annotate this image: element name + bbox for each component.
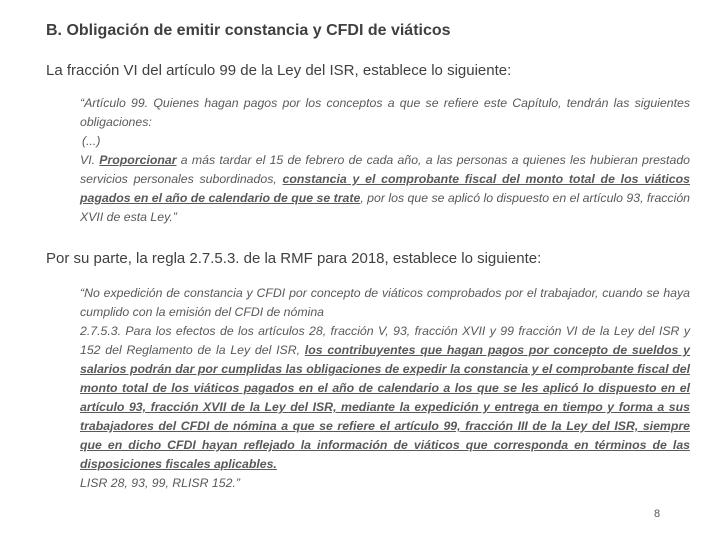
fraction-verb: Proporcionar [99, 153, 177, 167]
rule-intro-text: Por su parte, la regla 2.7.5.3. de la RMF para 2018, establece lo siguiente: [46, 250, 542, 267]
section-heading: B. Obligación de emitir constancia y CFDI de viáticos [46, 22, 451, 39]
intro-text: La fracción VI del artículo 99 de la Ley del ISR, establece lo siguiente: [46, 62, 512, 79]
quote-rule-2-7-5-3 [80, 284, 690, 493]
page-number: 8 [654, 508, 661, 520]
fraction-mid: a más tardar el 15 de febrero de cada año, a las personas a quienes les hubieran prestado servicios personales subordinados, [80, 153, 690, 186]
fraction-underlined: constancia y el comprobante fiscal del monto total de los viáticos pagados en el año de calendario de que se trate [80, 172, 690, 205]
fraction-prefix: VI. [80, 153, 100, 167]
quote-ellipsis: (...) [82, 134, 101, 148]
quote-article-99 [80, 94, 690, 227]
quote-article-99-line: “Artículo 99. Quienes hagan pagos por los conceptos a que se refiere este Capítulo, tendrán las siguientes obligaciones: [80, 96, 690, 129]
quote-fraction-vi [80, 151, 690, 227]
rule-body [80, 322, 690, 474]
rule-body-underlined: los contribuyentes que hagan pagos por concepto de sueldos y salarios podrán dar por cumplidas las obligaciones de expedir la constancia y el comprobante fiscal del monto total de los viáticos pagados en el año de calendario a los que se les aplicó lo dispuesto en el artículo 93, fracción XVII de la Ley del ISR, mediante la expedición y entrega en tiempo y forma a sus trabajadores del CFDI de nómina a que se refiere el artículo 99, fracción III de la Ley del ISR, siempre que en dicho CFDI hayan reflejado la información de viáticos que corresponda en términos de las disposiciones fiscales aplicables. [80, 343, 691, 471]
rule-title: “No expedición de constancia y CFDI por concepto de viáticos comprobados por el trabajador, cuando se haya cumplido con la emisión del CFDI de nómina [80, 286, 690, 319]
rule-references: LISR 28, 93, 99, RLISR 152.” [80, 476, 240, 490]
rule-body-plain: 2.7.5.3. Para los efectos de los artículos 28, fracción V, 93, fracción XVII y 99 fracción VI de la Ley del ISR y 152 del Reglamento de la Ley del ISR, [80, 324, 690, 357]
fraction-end: , por los que se aplicó lo dispuesto en el artículo 93, fracción XVII de esta Ley.” [80, 191, 690, 224]
